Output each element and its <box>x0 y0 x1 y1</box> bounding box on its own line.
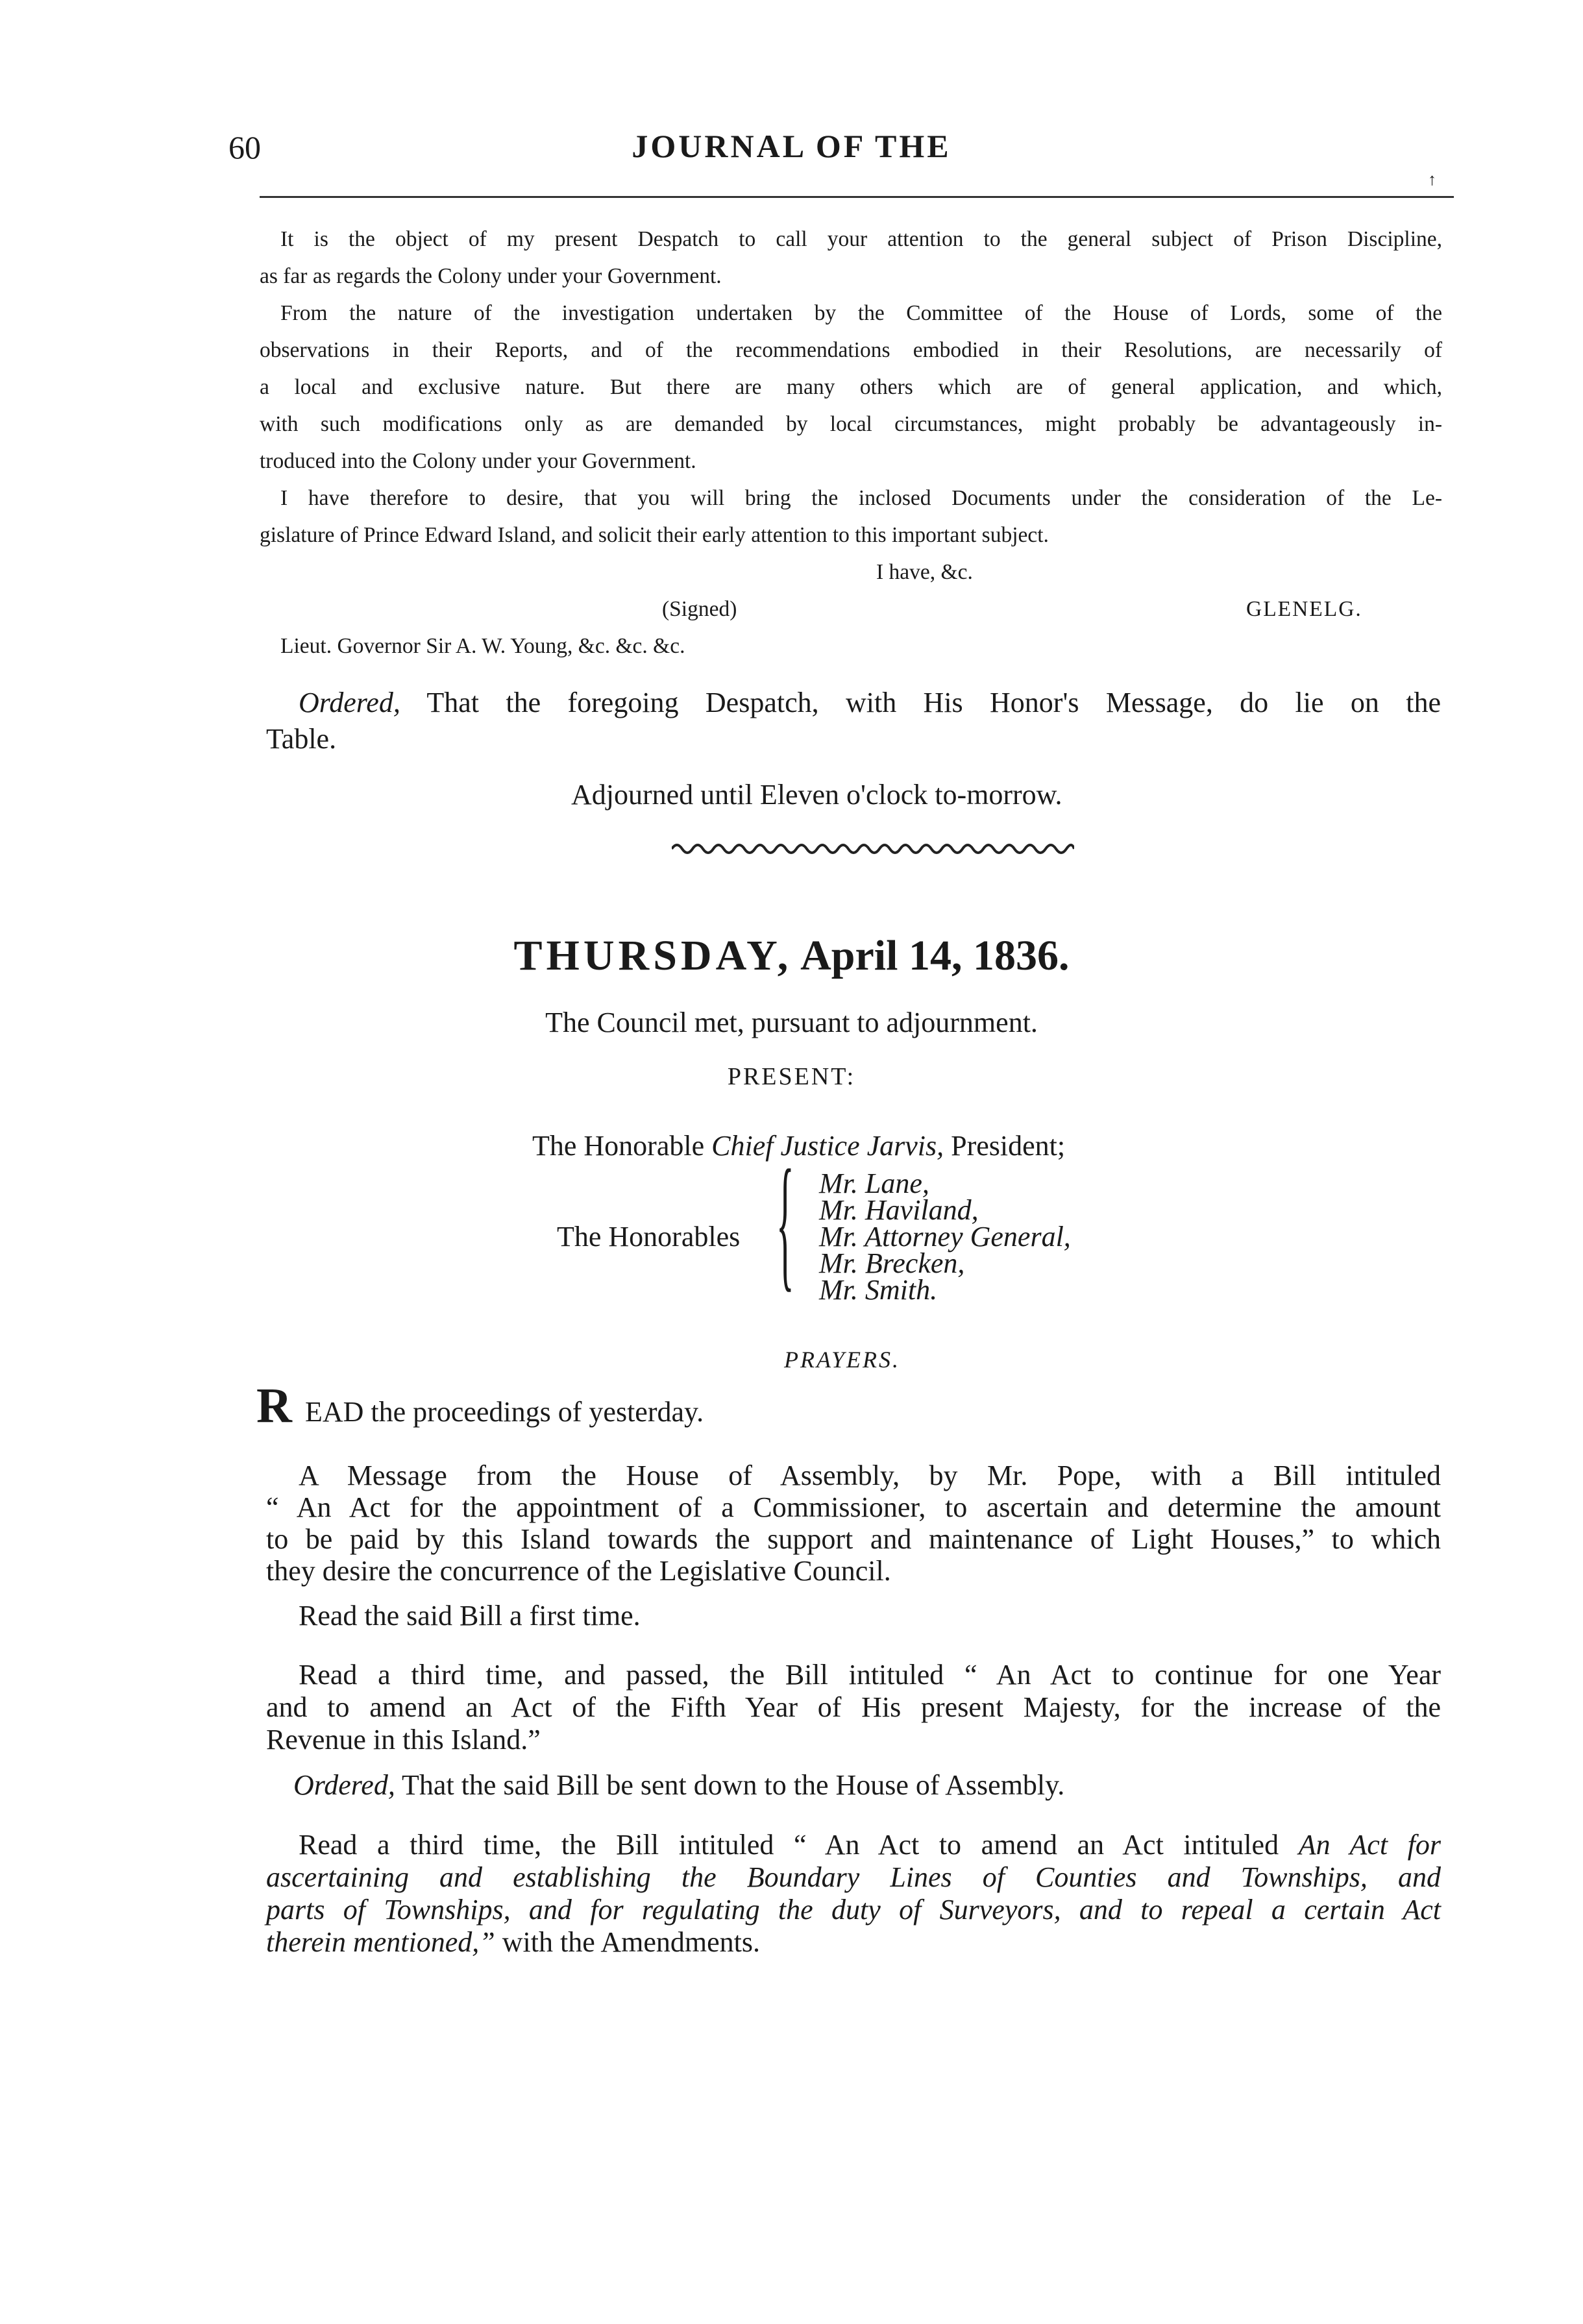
third-reading-line: and to amend an Act of the Fifth Year of His present Majesty, for the increase of the <box>266 1691 1441 1723</box>
member-name: Mr. Attorney General, <box>819 1221 1071 1253</box>
despatch-line: I have therefore to desire, that you will bring the inclosed Documents under the consideration of the Le- <box>280 486 1442 510</box>
boundary-italic: therein mentioned,” <box>266 1926 495 1958</box>
read-proceedings: EAD the proceedings of yesterday. <box>305 1396 704 1428</box>
order-lie-line2: Table. <box>266 723 337 755</box>
president-line <box>532 1128 1065 1164</box>
boundary-text: Read a third time, the Bill intituled “ An Act to amend an Act intituled <box>299 1829 1279 1861</box>
member-name: Mr. Haviland, <box>819 1194 979 1226</box>
present-label: PRESENT: <box>727 1063 856 1090</box>
boundary-line: ascertaining and establishing the Boundary Lines of Counties and Townships, and <box>266 1861 1441 1893</box>
member-name: Mr. Brecken, <box>819 1247 965 1279</box>
running-title: JOURNAL OF THE <box>632 128 951 164</box>
third-reading-line: Revenue in this Island.” <box>266 1724 541 1755</box>
order-lie-text: That the foregoing Despatch, with His Honor's Message, do lie on the <box>426 687 1441 718</box>
message-line: A Message from the House of Assembly, by Mr. Pope, with a Bill intituled <box>299 1460 1441 1491</box>
members-brace: { <box>776 1139 794 1304</box>
drop-cap: R <box>256 1378 292 1433</box>
adjournment: Adjourned until Eleven o'clock to-morrow. <box>571 779 1062 811</box>
ornamental-rule <box>672 839 1074 859</box>
president-name: Chief Justice Jarvis, <box>711 1130 944 1162</box>
despatch-line: with such modifications only as are demanded by local circumstances, might probably be advantageously in- <box>260 412 1442 436</box>
despatch-line: as far as regards the Colony under your Government. <box>260 264 722 288</box>
boundary-text: with the Amendments. <box>502 1926 760 1958</box>
boundary-line: parts of Townships, and for regulating the duty of Surveyors, and to repeal a certain Act <box>266 1894 1441 1926</box>
prayers-label: PRAYERS. <box>784 1347 900 1373</box>
signatory: GLENELG. <box>1246 597 1362 621</box>
sent-down-text: That the said Bill be sent down to the House of Assembly. <box>402 1769 1065 1801</box>
third-reading-line: Read a third time, and passed, the Bill intituled “ An Act to continue for one Year <box>299 1659 1441 1691</box>
message-line: they desire the concurrence of the Legislative Council. <box>266 1555 891 1587</box>
header-rule <box>260 196 1454 198</box>
sitting-day: THURSDAY, <box>513 932 792 979</box>
despatch-line: troduced into the Colony under your Government. <box>260 449 696 473</box>
despatch-addressee: Lieut. Governor Sir A. W. Young, &c. &c. &c. <box>280 634 685 658</box>
despatch-line: It is the object of my present Despatch to call your attention to the general subject of Prison Discipline, <box>280 227 1442 251</box>
first-reading: Read the said Bill a first time. <box>299 1600 641 1632</box>
member-name: Mr. Smith. <box>819 1274 938 1306</box>
sitting-date: April 14, 1836. <box>800 932 1070 979</box>
order-lie-line1 <box>299 685 1441 721</box>
despatch-line: a local and exclusive nature. But there are many others which are of general application, and which, <box>260 375 1442 399</box>
margin-mark: ↑ <box>1428 170 1436 189</box>
boundary-line <box>266 1924 760 1961</box>
signed-label: (Signed) <box>662 597 737 621</box>
boundary-italic: An Act for <box>1298 1829 1442 1861</box>
member-name: Mr. Lane, <box>819 1168 929 1199</box>
sent-down-order <box>293 1767 1064 1804</box>
despatch-line: gislature of Prince Edward Island, and solicit their early attention to this important subject. <box>260 523 1049 547</box>
boundary-line <box>299 1827 1441 1863</box>
message-line: “ An Act for the appointment of a Commissioner, to ascertain and determine the amount <box>266 1491 1441 1523</box>
despatch-closing: I have, &c. <box>876 560 973 584</box>
message-line: to be paid by this Island towards the support and maintenance of Light Houses,” to which <box>266 1523 1441 1555</box>
despatch-line: From the nature of the investigation undertaken by the Committee of the House of Lords, some of the <box>280 301 1442 325</box>
president-prefix: The Honorable <box>532 1130 705 1162</box>
president-suffix: President; <box>951 1130 1066 1162</box>
sitting-heading <box>0 931 1583 981</box>
page-number: 60 <box>228 129 261 165</box>
honorables-label: The Honorables <box>557 1221 741 1253</box>
despatch-line: observations in their Reports, and of the recommendations embodied in their Resolutions, are necessarily of <box>260 338 1442 362</box>
ordered-italic: Ordered, <box>299 687 400 718</box>
ordered-italic: Ordered, <box>293 1769 395 1801</box>
council-met: The Council met, pursuant to adjournment. <box>545 1007 1038 1038</box>
